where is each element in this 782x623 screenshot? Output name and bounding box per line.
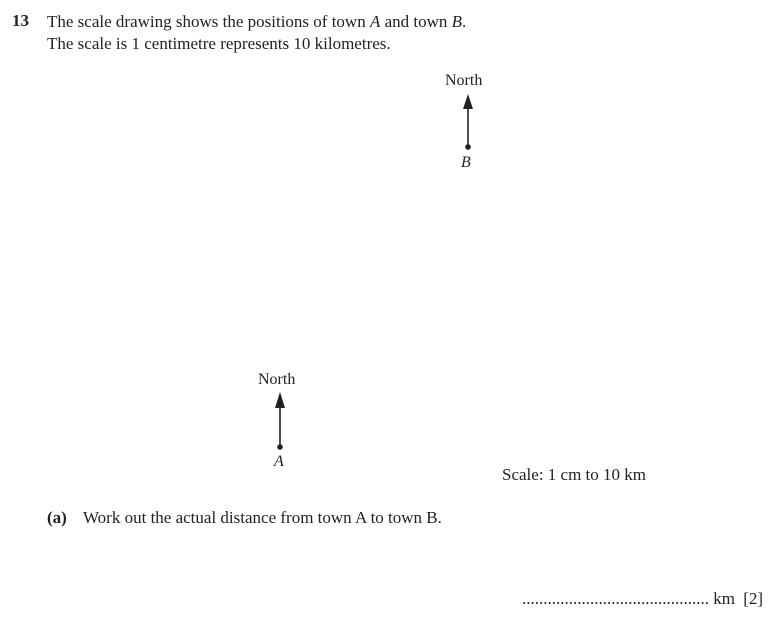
answer-line bbox=[522, 589, 763, 609]
north-label-b: North bbox=[445, 72, 483, 89]
scale-note: Scale: 1 cm to 10 km bbox=[502, 465, 647, 484]
question-intro bbox=[47, 11, 466, 55]
point-b-dot bbox=[465, 144, 471, 150]
question-number: 13 bbox=[12, 11, 29, 30]
point-b-label: B bbox=[461, 154, 471, 171]
north-arrow-a-icon bbox=[270, 392, 290, 450]
point-a-label: A bbox=[274, 453, 284, 470]
north-label-a: North bbox=[258, 371, 296, 388]
answer-dots[interactable]: ............................................ bbox=[522, 589, 709, 608]
part-a-label: (a) bbox=[47, 508, 67, 527]
answer-unit: km bbox=[713, 589, 735, 608]
point-a-dot bbox=[277, 444, 283, 450]
part-a-text: Work out the actual distance from town A to town B. bbox=[83, 508, 442, 527]
intro-line-2: The scale is 1 centimetre represents 10 kilometres. bbox=[47, 34, 391, 53]
intro-line-1: The scale drawing shows the positions of town A and town B. bbox=[47, 12, 467, 31]
town-a-ref: A bbox=[369, 12, 381, 31]
north-arrow-b-icon bbox=[458, 94, 478, 150]
town-b-ref: B bbox=[451, 12, 463, 31]
answer-marks: [2] bbox=[743, 589, 764, 608]
